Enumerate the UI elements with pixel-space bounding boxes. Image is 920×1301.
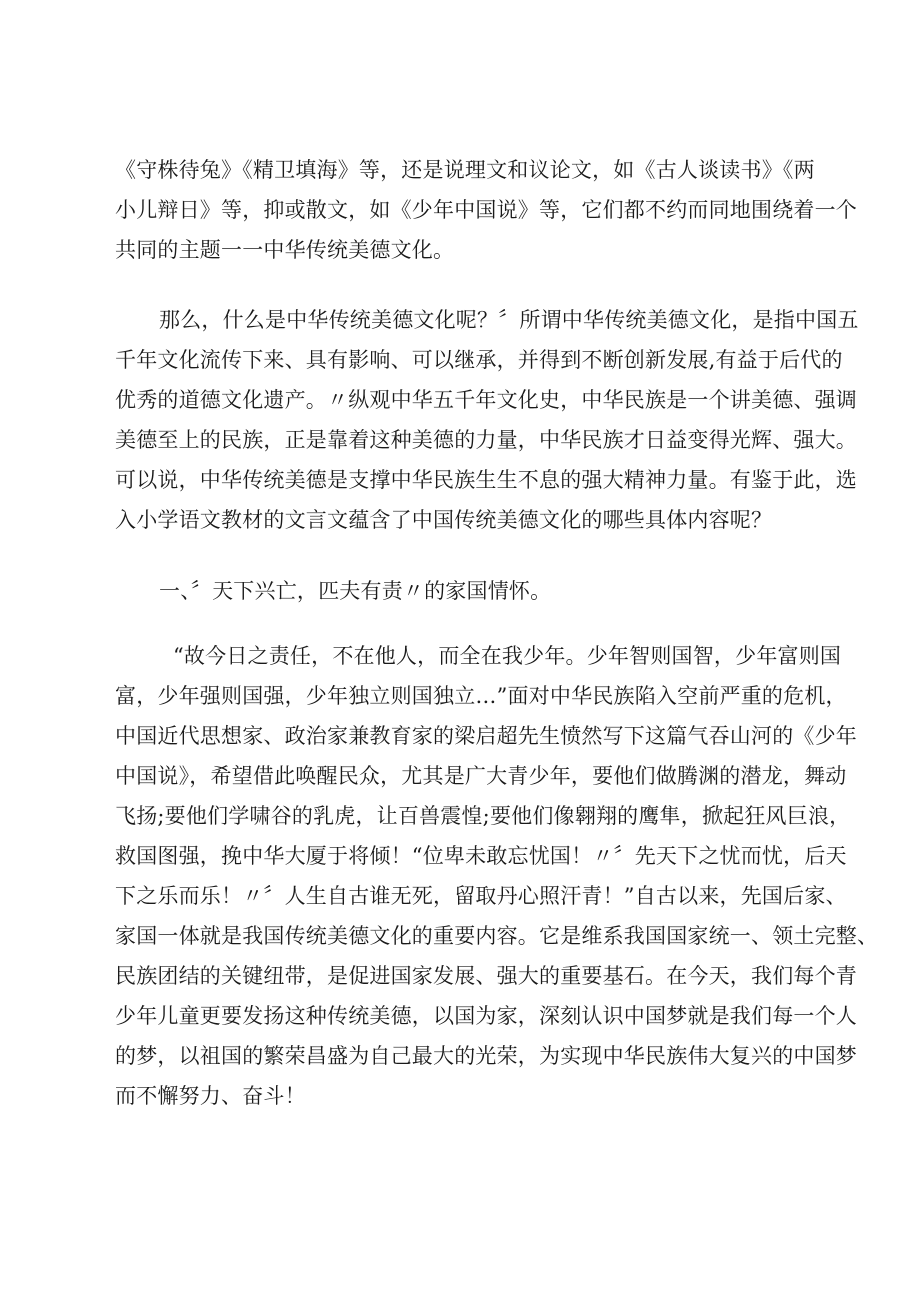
text-line: 美德至上的民族，正是靠着这种美德的力量，中华民族才日益变得光辉、强大。 bbox=[115, 428, 857, 452]
text-line: 千年文化流传下来、具有影响、可以继承，并得到不断创新发展,有益于后代的 bbox=[115, 348, 843, 372]
heading-line: 一、〞天下兴亡，匹夫有责〃的家国情怀。 bbox=[159, 579, 552, 603]
text-line: 而不懈努力、奋斗！ bbox=[115, 1084, 306, 1108]
paragraph-definition bbox=[115, 300, 859, 540]
text-line: 救国图强，挽中华大厦于将倾！“位卑未敢忘忧国！〃〞先天下之忧而忧，后天 bbox=[115, 844, 847, 868]
text-line: 小儿辩日》等，抑或散文，如《少年中国说》等，它们都不约而同地围绕着一个 bbox=[115, 198, 857, 222]
text-line: 共同的主题一一中华传统美德文化。 bbox=[115, 238, 455, 262]
text-line: 那么，什么是中华传统美德文化呢？〞所谓中华传统美德文化，是指中国五 bbox=[159, 308, 859, 332]
text-line: 的梦，以祖国的繁荣昌盛为自己最大的光荣，为实现中华民族伟大复兴的中国梦 bbox=[115, 1044, 857, 1068]
text-line: 民族团结的关键纽带，是促进国家发展、强大的重要基石。在今天，我们每个青 bbox=[115, 964, 857, 988]
section-heading bbox=[115, 571, 551, 611]
paragraph-continued-text bbox=[115, 150, 857, 270]
text-line: 飞扬;要他们学啸谷的乳虎，让百兽震惶;要他们像翱翔的鹰隼，掀起狂风巨浪， bbox=[115, 804, 851, 828]
text-line: 中国说》，希望借此唤醒民众，尤其是广大青少年，要他们做腾渊的潜龙，舞动 bbox=[115, 764, 847, 788]
text-line: 下之乐而乐！〃〞人生自古谁无死，留取丹心照汗青！”自古以来，先国后家、 bbox=[115, 884, 847, 908]
text-line: 中国近代思想家、政治家兼教育家的梁启超先生愤然写下这篇气吞山河的《少年 bbox=[115, 724, 857, 748]
text-line: 富，少年强则国强，少年独立则国独立…”面对中华民族陷入空前严重的危机， bbox=[115, 684, 847, 708]
paragraph-patriotism bbox=[115, 636, 878, 1116]
text-line: 少年儿童更要发扬这种传统美德，以国为家，深刻认识中国梦就是我们每一个人 bbox=[115, 1004, 857, 1028]
text-line: 入小学语文教材的文言文蕴含了中国传统美德文化的哪些具体内容呢？ bbox=[115, 508, 773, 532]
text-line: 《守株待兔》《精卫填海》等，还是说理文和议论文，如《古人谈读书》《两 bbox=[115, 158, 815, 182]
text-line: 家国一体就是我国传统美德文化的重要内容。它是维系我国国家统一、领土完整、 bbox=[115, 924, 879, 948]
text-line: “故今日之责任，不在他人，而全在我少年。少年智则国智，少年富则国 bbox=[173, 644, 842, 668]
text-line: 可以说，中华传统美德是支撑中华民族生生不息的强大精神力量。有鉴于此，选 bbox=[115, 468, 857, 492]
text-line: 优秀的道德文化遗产。〃纵观中华五千年文化史，中华民族是一个讲美德、强调 bbox=[115, 388, 857, 412]
